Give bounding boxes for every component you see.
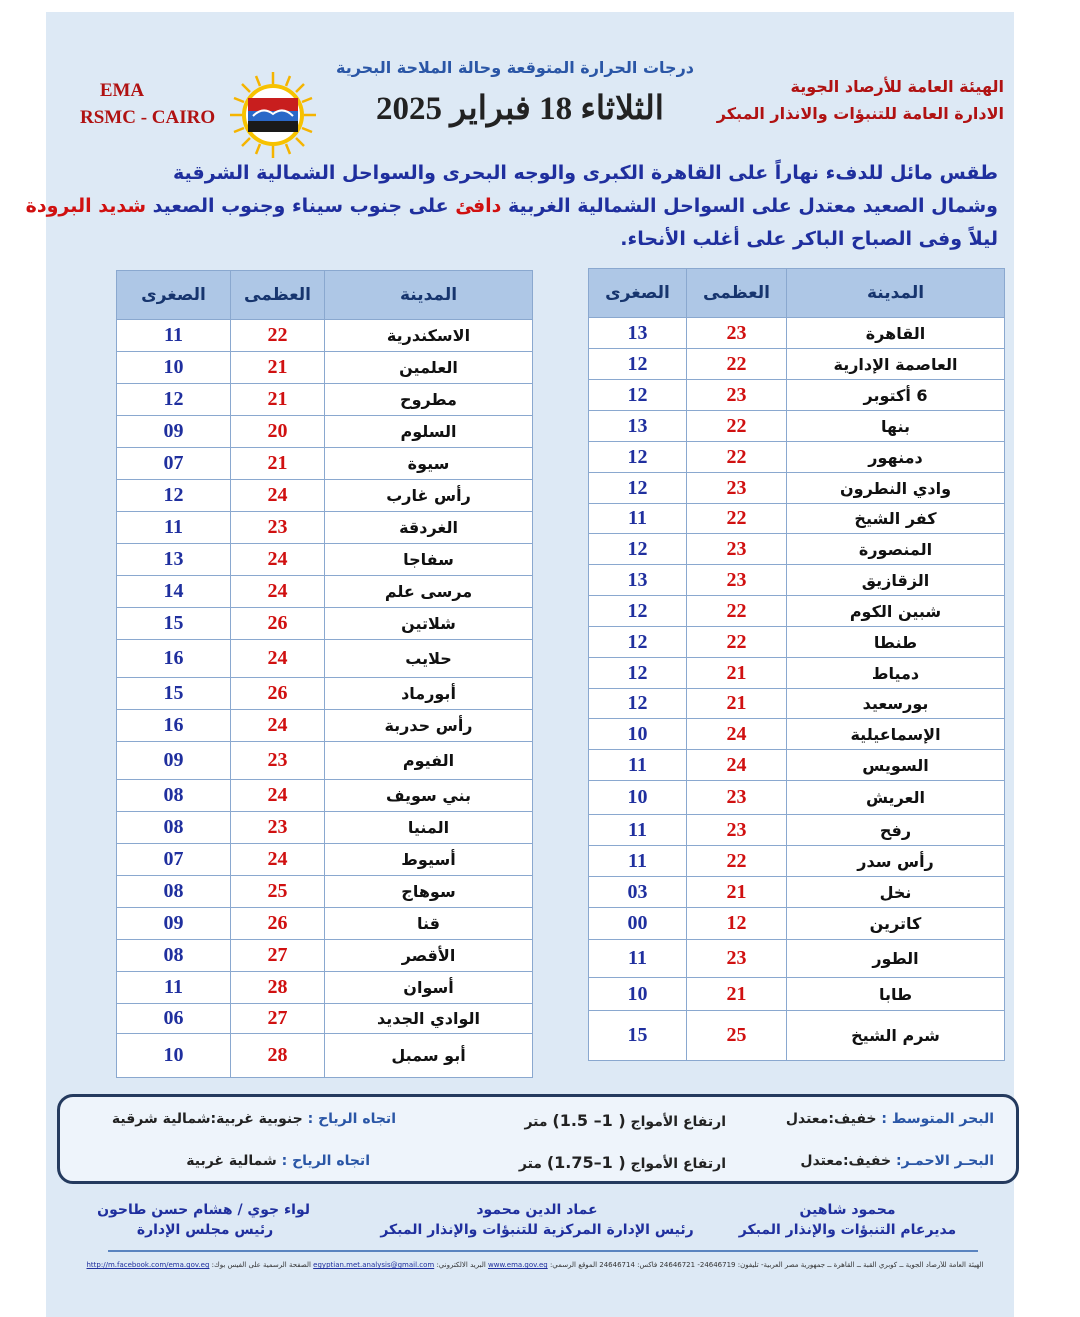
min-temp-cell: 12 [117,384,231,416]
min-temp-cell: 11 [117,972,231,1004]
max-temp-cell: 26 [231,678,325,710]
signature-2 [372,1202,702,1238]
city-cell: العاصمة الإدارية [787,349,1005,380]
max-temp-cell: 25 [231,876,325,908]
red-wind [186,1153,370,1169]
max-temp-cell: 27 [231,940,325,972]
col-header-city: المدينة [325,271,533,320]
city-cell: الوادي الجديد [325,1004,533,1034]
med-sea-value: خفيف:معتدل [785,1111,877,1127]
max-temp-cell: 24 [231,480,325,512]
table-row [117,352,533,384]
max-temp-cell: 22 [687,442,787,473]
med-waves-unit: متر [524,1114,548,1130]
city-cell: بني سويف [325,780,533,812]
table-row [117,384,533,416]
min-temp-cell: 10 [589,719,687,750]
min-temp-cell: 08 [117,940,231,972]
col-header-min: الصغرى [589,269,687,318]
red-wind-label: اتجاه الرياح : [281,1153,370,1169]
min-temp-cell: 03 [589,877,687,908]
col-header-min: الصغرى [117,271,231,320]
max-temp-cell: 22 [687,846,787,877]
min-temp-cell: 12 [589,473,687,504]
table-row [589,534,1005,565]
col-header-max: العظمى [687,269,787,318]
min-temp-cell: 13 [117,544,231,576]
city-cell: أسوان [325,972,533,1004]
signature-title: رئيس مجلس الإدارة [136,1222,274,1238]
max-temp-cell: 21 [231,352,325,384]
city-cell: بورسعيد [787,689,1005,719]
med-waves-value: ( 1– 1.5) [552,1111,626,1130]
city-cell: رفح [787,815,1005,846]
city-cell: الطور [787,940,1005,978]
med-sea-state [786,1111,994,1127]
med-wind-value: جنوبية غربية:شمالية شرقية [111,1111,303,1127]
footer-mail-label: البريد الالكتروني: [436,1261,486,1269]
table-row [589,318,1005,349]
red-waves-value: ( 1–1.75) [546,1153,626,1172]
red-sea-value: خفيف:معتدل [800,1153,892,1169]
footer-email-link[interactable]: egyptian.met.analysis@gmail.com [313,1261,435,1269]
right-city-table [588,268,1005,1061]
max-temp-cell: 26 [231,908,325,940]
table-row [117,742,533,780]
city-cell: طابا [787,978,1005,1011]
min-temp-cell: 07 [117,844,231,876]
footer-contact [60,1261,1010,1269]
max-temp-cell: 22 [687,627,787,658]
red-waves [519,1153,726,1172]
city-cell: دمنهور [787,442,1005,473]
signature-3 [97,1202,310,1238]
forecast-line-2 [26,195,998,217]
forecast-highlight: دافئ [455,195,502,217]
city-cell: كاترين [787,908,1005,940]
max-temp-cell: 26 [231,608,325,640]
city-cell: الإسماعيلية [787,719,1005,750]
table-row [589,689,1005,719]
city-cell: السلوم [325,416,533,448]
table-row [117,448,533,480]
city-cell: مطروح [325,384,533,416]
max-temp-cell: 23 [687,473,787,504]
city-cell: مرسى علم [325,576,533,608]
min-temp-cell: 09 [117,416,231,448]
city-cell: نخل [787,877,1005,908]
table-row [589,565,1005,596]
max-temp-cell: 25 [687,1011,787,1061]
table-row [117,1004,533,1034]
table-row [117,608,533,640]
max-temp-cell: 24 [231,710,325,742]
table-row [589,719,1005,750]
min-temp-cell: 16 [117,710,231,742]
max-temp-cell: 28 [231,1034,325,1078]
med-waves-label: ارتفاع الأمواج [630,1114,726,1130]
forecast-line-3: ليلاً وفى الصباح الباكر على أغلب الأنحاء. [620,228,998,250]
signature-title: مديرعام التنبؤات والإنذار المبكر [738,1222,957,1238]
table-row [589,473,1005,504]
city-cell: 6 أكتوبر [787,380,1005,411]
max-temp-cell: 24 [231,640,325,678]
min-temp-cell: 15 [589,1011,687,1061]
table-row [589,442,1005,473]
max-temp-cell: 23 [687,380,787,411]
table-row [117,710,533,742]
red-wind-value: شمالية غربية [186,1153,277,1169]
min-temp-cell: 08 [117,812,231,844]
table-row [117,940,533,972]
table-row [117,780,533,812]
max-temp-cell: 21 [231,384,325,416]
min-temp-cell: 16 [117,640,231,678]
min-temp-cell: 13 [589,411,687,442]
max-temp-cell: 22 [687,411,787,442]
bulletin-title: درجات الحرارة المتوقعة وحالة الملاحة البحرية [335,58,694,77]
city-cell: حلايب [325,640,533,678]
table-row [117,876,533,908]
city-cell: المنيا [325,812,533,844]
table-row [589,877,1005,908]
table-row [589,908,1005,940]
col-header-city: المدينة [787,269,1005,318]
med-wind-label: اتجاه الرياح : [307,1111,396,1127]
city-cell: رأس سدر [787,846,1005,877]
table-row [117,678,533,710]
min-temp-cell: 06 [117,1004,231,1034]
max-temp-cell: 22 [687,504,787,534]
signature-title: رئيس الإدارة المركزية للتنبؤات والإنذار المبكر [380,1222,694,1238]
table-row [589,815,1005,846]
org-department: الادارة العامة للتنبؤات والانذار المبكر [716,104,1004,123]
max-temp-cell: 28 [231,972,325,1004]
table-row [589,1011,1005,1061]
table-row [589,504,1005,534]
table-row [117,908,533,940]
table-row [117,320,533,352]
max-temp-cell: 12 [687,908,787,940]
footer-facebook-link[interactable]: http://m.facebook.com/ema.gov.eg [86,1261,210,1269]
max-temp-cell: 23 [687,781,787,815]
signature-1 [730,1202,965,1238]
min-temp-cell: 12 [117,480,231,512]
min-temp-cell: 12 [589,442,687,473]
min-temp-cell: 09 [117,908,231,940]
city-cell: السويس [787,750,1005,781]
city-cell: القاهرة [787,318,1005,349]
min-temp-cell: 11 [589,504,687,534]
forecast-line-1: طقس مائل للدفء نهاراً على القاهرة الكبرى والوجه البحرى والسواحل الشمالية الشرقية [173,162,998,184]
table-row [589,349,1005,380]
max-temp-cell: 23 [231,742,325,780]
max-temp-cell: 22 [687,596,787,627]
city-cell: الفيوم [325,742,533,780]
rsmc-label: RSMC - CAIRO [80,107,216,128]
table-row [117,812,533,844]
max-temp-cell: 24 [687,750,787,781]
marine-conditions-box [57,1094,1019,1184]
min-temp-cell: 07 [117,448,231,480]
min-temp-cell: 08 [117,876,231,908]
min-temp-cell: 12 [589,349,687,380]
footer-fb-label: الصفحة الرسمية على الفيس بوك: [211,1261,311,1269]
max-temp-cell: 23 [687,815,787,846]
table-row [117,576,533,608]
signature-name: عماد الدين محمود [476,1202,598,1218]
table-row [589,627,1005,658]
min-temp-cell: 14 [117,576,231,608]
bulletin-date: الثلاثاء 18 فبراير 2025 [376,91,664,127]
min-temp-cell: 12 [589,534,687,565]
city-cell: شلاتين [325,608,533,640]
med-wind [112,1111,396,1127]
city-cell: رأس حدربة [325,710,533,742]
max-temp-cell: 21 [687,658,787,689]
table-row [589,781,1005,815]
city-cell: سيوة [325,448,533,480]
city-cell: الأقصر [325,940,533,972]
min-temp-cell: 11 [117,512,231,544]
min-temp-cell: 11 [589,815,687,846]
min-temp-cell: 15 [117,608,231,640]
min-temp-cell: 11 [117,320,231,352]
max-temp-cell: 21 [687,877,787,908]
red-sea-label: البحـر الاحمـر: [895,1153,994,1169]
max-temp-cell: 23 [687,565,787,596]
city-cell: الزقازيق [787,565,1005,596]
col-header-max: العظمى [231,271,325,320]
med-waves [524,1111,726,1130]
table-row [589,658,1005,689]
red-sea-state [800,1153,994,1169]
table-row [589,380,1005,411]
table-row [117,1034,533,1078]
max-temp-cell: 24 [231,844,325,876]
table-row [589,978,1005,1011]
max-temp-cell: 24 [231,576,325,608]
city-cell: قنا [325,908,533,940]
min-temp-cell: 12 [589,380,687,411]
min-temp-cell: 10 [589,781,687,815]
ema-logo-icon [228,70,318,160]
min-temp-cell: 13 [589,565,687,596]
min-temp-cell: 00 [589,908,687,940]
min-temp-cell: 10 [117,352,231,384]
max-temp-cell: 24 [231,780,325,812]
city-cell: العريش [787,781,1005,815]
table-row [589,596,1005,627]
min-temp-cell: 10 [117,1034,231,1078]
table-row [117,416,533,448]
min-temp-cell: 11 [589,940,687,978]
ema-label: EMA [99,80,145,101]
max-temp-cell: 22 [231,320,325,352]
max-temp-cell: 21 [687,978,787,1011]
city-cell: رأس غارب [325,480,533,512]
city-cell: شبين الكوم [787,596,1005,627]
table-row [589,846,1005,877]
max-temp-cell: 23 [687,318,787,349]
city-cell: المنصورة [787,534,1005,565]
min-temp-cell: 09 [117,742,231,780]
city-cell: الاسكندرية [325,320,533,352]
city-cell: أسيوط [325,844,533,876]
city-cell: دمياط [787,658,1005,689]
city-cell: أبو سمبل [325,1034,533,1078]
min-temp-cell: 13 [589,318,687,349]
max-temp-cell: 24 [231,544,325,576]
max-temp-cell: 21 [687,689,787,719]
min-temp-cell: 15 [117,678,231,710]
max-temp-cell: 23 [687,940,787,978]
min-temp-cell: 12 [589,689,687,719]
min-temp-cell: 12 [589,596,687,627]
city-cell: الغردقة [325,512,533,544]
footer-website-link[interactable]: www.ema.gov.eg [488,1261,548,1269]
min-temp-cell: 11 [589,750,687,781]
left-city-table [116,270,533,1078]
table-row [117,480,533,512]
org-name: الهيئة العامة للأرصاد الجوية [790,77,1004,96]
min-temp-cell: 12 [589,627,687,658]
max-temp-cell: 23 [231,512,325,544]
med-sea-label: البحر المتوسط : [881,1111,994,1127]
max-temp-cell: 22 [687,349,787,380]
city-cell: شرم الشيخ [787,1011,1005,1061]
max-temp-cell: 23 [687,534,787,565]
max-temp-cell: 27 [231,1004,325,1034]
table-row [117,972,533,1004]
forecast-text: على جنوب سيناء وجنوب الصعيد [152,195,449,217]
max-temp-cell: 21 [231,448,325,480]
city-cell: كفر الشيخ [787,504,1005,534]
city-cell: سفاجا [325,544,533,576]
max-temp-cell: 20 [231,416,325,448]
table-row [117,844,533,876]
city-cell: أبورماد [325,678,533,710]
forecast-highlight: شديد البرودة [25,195,147,217]
table-row [117,512,533,544]
city-cell: وادي النطرون [787,473,1005,504]
table-row [117,544,533,576]
signature-name: محمود شاهين [799,1202,896,1218]
city-cell: العلمين [325,352,533,384]
min-temp-cell: 08 [117,780,231,812]
table-row [117,640,533,678]
footer-divider [108,1250,978,1252]
city-cell: سوهاج [325,876,533,908]
city-cell: طنطا [787,627,1005,658]
signature-name: لواء جوي / هشام حسن طاحون [97,1202,310,1218]
forecast-text: وشمال الصعيد معتدل على السواحل الشمالية الغربية [508,195,998,217]
red-waves-unit: متر [518,1156,542,1172]
max-temp-cell: 23 [231,812,325,844]
min-temp-cell: 11 [589,846,687,877]
footer-address: الهيئة العامة للأرصاد الجوية ــ كوبري القبة ــ القاهرة ــ جمهورية مصر العربية- تليفون: 24646719- 24646721 فاكس: 24646714 الموقع الرسمي: [549,1261,984,1269]
table-row [589,750,1005,781]
min-temp-cell: 10 [589,978,687,1011]
min-temp-cell: 12 [589,658,687,689]
table-row [589,940,1005,978]
table-row [589,411,1005,442]
city-cell: بنها [787,411,1005,442]
max-temp-cell: 24 [687,719,787,750]
red-waves-label: ارتفاع الأمواج [630,1156,726,1172]
